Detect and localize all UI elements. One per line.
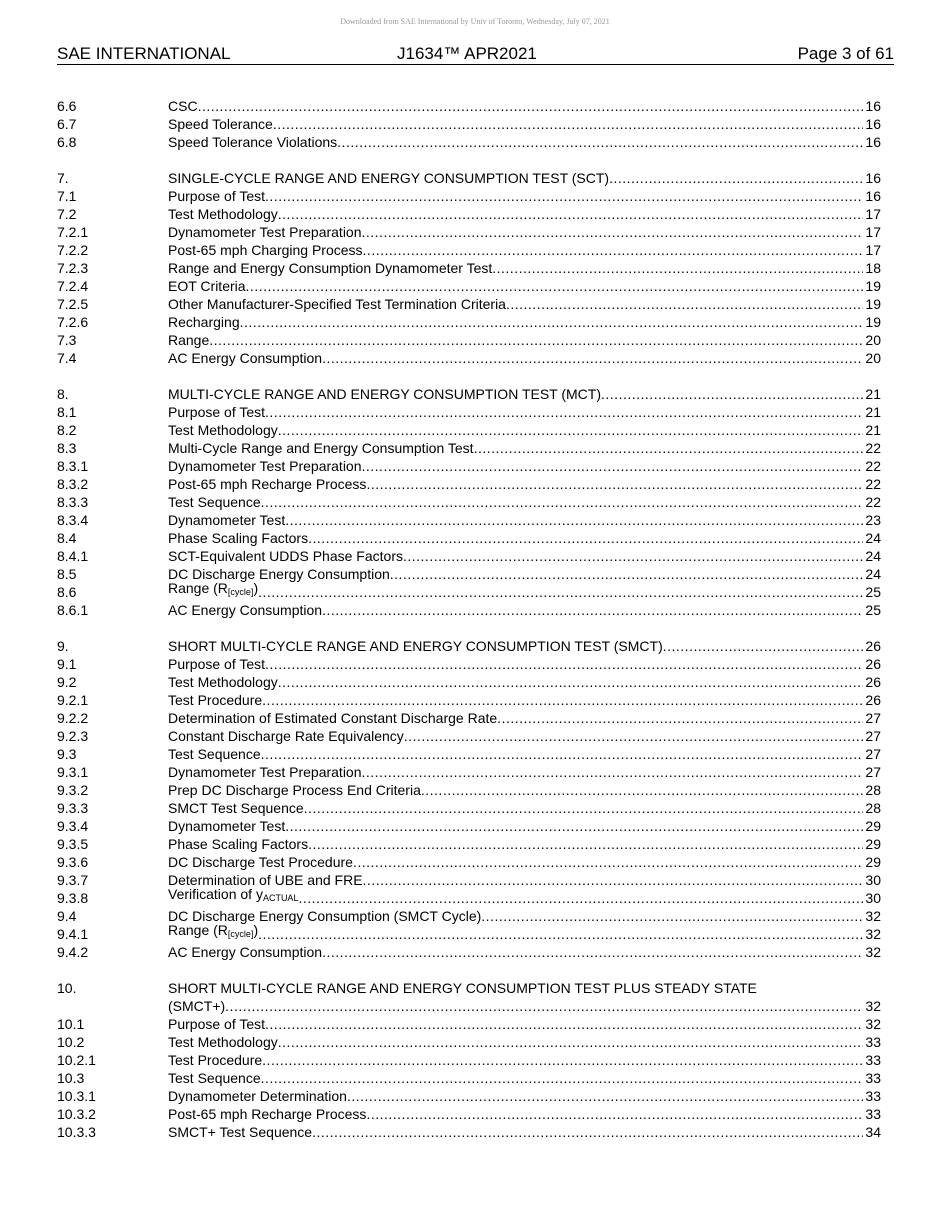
toc-entry-title: Test Procedure (168, 692, 263, 708)
toc-entry-number: 8. (57, 386, 69, 402)
toc-entry-number: 7. (57, 170, 69, 186)
toc-entry-number: 7.2.5 (57, 296, 89, 312)
toc-entry-title: Test Procedure (168, 1052, 263, 1068)
toc-entry-title: Verification of $y_{ACTUAL}$ (168, 886, 299, 903)
toc-entry-title: SMCT Test Sequence (168, 800, 304, 816)
toc-entry-title: Purpose of Test (168, 404, 266, 420)
toc-entry-page: 19 (865, 278, 881, 294)
dot-leader (403, 547, 863, 565)
toc-entry-number: 8.3.3 (57, 494, 89, 510)
toc-entry-title: AC Energy Consumption (168, 602, 323, 618)
toc-entry-title: Determination of UBE and FRE (168, 872, 363, 888)
toc-entry[interactable] (57, 886, 881, 907)
toc-entry-page: 16 (865, 188, 881, 204)
toc-entry-number: 10.3.3 (57, 1124, 96, 1140)
toc-entry[interactable] (57, 1015, 881, 1033)
toc-group-g5 (57, 979, 881, 1141)
toc-entry[interactable] (57, 853, 881, 871)
toc-entry-number: 8.5 (57, 566, 77, 582)
title-subscript: ACTUAL (262, 893, 299, 903)
toc-entry-title: SCT-Equivalent UDDS Phase Factors (168, 548, 403, 564)
toc-entry-number: 9.2 (57, 674, 77, 690)
toc-entry-page: 32 (865, 944, 881, 960)
dot-leader (285, 817, 863, 835)
toc-entry-page: 32 (865, 1016, 881, 1032)
toc-entry-page: 24 (865, 566, 881, 582)
dot-leader (246, 277, 863, 295)
toc-entry-page: 19 (865, 314, 881, 330)
dot-leader (225, 997, 863, 1015)
toc-entry-page: 26 (865, 656, 881, 672)
dot-leader (258, 925, 863, 943)
dot-leader (337, 133, 863, 151)
toc-entry-number: 9.3.3 (57, 800, 89, 816)
toc-entry-number: 8.4.1 (57, 548, 89, 564)
toc-entry[interactable] (57, 349, 881, 367)
toc-entry-page: 21 (865, 422, 881, 438)
toc-entry-number: 9.3.4 (57, 818, 89, 834)
toc-entry-page: 24 (865, 548, 881, 564)
dot-leader (601, 385, 863, 403)
toc-entry-number: 9.3.7 (57, 872, 89, 888)
toc-entry-number: 9.1 (57, 656, 77, 672)
page-header (57, 44, 894, 65)
dot-leader (497, 709, 863, 727)
toc-entry-number: 7.1 (57, 188, 77, 204)
toc-entry[interactable] (57, 922, 881, 943)
toc-entry[interactable] (57, 493, 881, 511)
dot-leader (362, 763, 864, 781)
dot-leader (322, 601, 863, 619)
toc-entry[interactable] (57, 691, 881, 709)
toc-entry-number: 7.2.6 (57, 314, 89, 330)
dot-leader (362, 457, 864, 475)
toc-entry-page: 29 (865, 818, 881, 834)
toc-entry-number: 8.3.1 (57, 458, 89, 474)
toc-entry-page: 16 (865, 116, 881, 132)
toc-entry[interactable] (57, 580, 881, 601)
toc-entry-page: 22 (865, 440, 881, 456)
dot-leader (347, 1087, 863, 1105)
toc-entry-number: 10.1 (57, 1016, 85, 1032)
dot-leader (308, 529, 863, 547)
toc-entry[interactable] (57, 1123, 881, 1141)
header-page-number: Page 3 of 61 (797, 44, 894, 63)
toc-entry-number: 9.4 (57, 908, 77, 924)
toc-entry-title: Test Methodology (168, 422, 278, 438)
toc-entry-page: 27 (865, 746, 881, 762)
toc-entry[interactable] (57, 97, 881, 115)
toc-entry-page: 33 (865, 1052, 881, 1068)
toc-entry-page: 33 (865, 1070, 881, 1086)
toc-entry-number: 7.2.3 (57, 260, 89, 276)
toc-entry-number: 8.1 (57, 404, 77, 420)
toc-entry[interactable] (57, 403, 881, 421)
toc-entry-page: 30 (865, 872, 881, 888)
toc-entry-title: SHORT MULTI-CYCLE RANGE AND ENERGY CONSUMPTION TEST (SMCT) (168, 638, 663, 654)
toc-entry-title: Range (168, 332, 210, 348)
toc-entry-title: Prep DC Discharge Process End Criteria (168, 782, 421, 798)
dot-leader (474, 439, 863, 457)
dot-leader (421, 781, 863, 799)
toc-entry-title: Post-65 mph Recharge Process (168, 1106, 367, 1122)
toc-entry[interactable] (57, 475, 881, 493)
toc-entry[interactable] (57, 817, 881, 835)
toc-entry[interactable] (57, 223, 881, 241)
toc-entry[interactable] (57, 115, 881, 133)
dot-leader (265, 187, 863, 205)
toc-entry[interactable] (57, 943, 881, 961)
toc-entry[interactable] (57, 169, 881, 187)
toc-entry-number: 8.3 (57, 440, 77, 456)
toc-entry[interactable] (57, 511, 881, 529)
toc-entry-title: CSC (168, 98, 198, 114)
toc-entry-number: 10.3.2 (57, 1106, 96, 1122)
toc-entry-number: 9.4.2 (57, 944, 89, 960)
toc-entry-number: 7.3 (57, 332, 77, 348)
toc-entry-number: 8.2 (57, 422, 77, 438)
toc-entry-number: 9.2.3 (57, 728, 89, 744)
toc-entry-page: 30 (865, 890, 881, 906)
toc-entry-title: Dynamometer Test (168, 512, 286, 528)
toc-entry-title: Test Sequence (168, 1070, 261, 1086)
toc-entry-title: Test Methodology (168, 674, 278, 690)
toc-entry-title: Purpose of Test (168, 1016, 266, 1032)
toc-entry[interactable] (57, 421, 881, 439)
toc-entry[interactable] (57, 313, 881, 331)
toc-entry-number: 9.3 (57, 746, 77, 762)
toc-entry-number: 7.4 (57, 350, 77, 366)
dot-leader (278, 205, 863, 223)
toc-entry-page: 17 (865, 242, 881, 258)
toc-entry-title: MULTI-CYCLE RANGE AND ENERGY CONSUMPTION TEST (MCT) (168, 386, 602, 402)
toc-entry-title: Post-65 mph Charging Process (168, 242, 363, 258)
toc-entry[interactable] (57, 763, 881, 781)
toc-entry-page: 28 (865, 782, 881, 798)
toc-entry-number: 10.2.1 (57, 1052, 96, 1068)
toc-entry[interactable] (57, 187, 881, 205)
toc-entry-number: 7.2.4 (57, 278, 89, 294)
toc-entry-page: 26 (865, 674, 881, 690)
toc-entry-title: Phase Scaling Factors (168, 836, 309, 852)
toc-entry-number: 10.3 (57, 1070, 85, 1086)
dot-leader (304, 799, 863, 817)
dot-leader (362, 223, 864, 241)
toc-entry-number: 6.8 (57, 134, 77, 150)
toc-entry[interactable] (57, 547, 881, 565)
toc-entry-number: 8.3.4 (57, 512, 89, 528)
dot-leader (273, 115, 863, 133)
dot-leader (285, 511, 863, 529)
toc-entry-number: 9.3.2 (57, 782, 89, 798)
toc-entry-title: Determination of Estimated Constant Discharge Rate (168, 710, 498, 726)
toc-entry-number: 10.3.1 (57, 1088, 96, 1104)
dot-leader (198, 97, 863, 115)
toc-group-g1 (57, 97, 881, 151)
toc-entry-number: 9. (57, 638, 69, 654)
toc-entry-page: 16 (865, 98, 881, 114)
toc-entry[interactable] (57, 727, 881, 745)
toc-entry-page: 29 (865, 854, 881, 870)
toc-entry-title: (SMCT+) (168, 998, 226, 1014)
toc-entry-page: 33 (865, 1088, 881, 1104)
toc-entry-page: 17 (865, 224, 881, 240)
toc-entry[interactable] (57, 709, 881, 727)
toc-entry-number: 9.2.2 (57, 710, 89, 726)
toc-entry-title: Recharging (168, 314, 240, 330)
toc-entry-page: 33 (865, 1106, 881, 1122)
dot-leader (492, 259, 863, 277)
dot-leader (261, 1069, 863, 1087)
toc-entry-title: SINGLE-CYCLE RANGE AND ENERGY CONSUMPTION TEST (SCT) (168, 170, 610, 186)
title-subscript: [cycle] (227, 587, 254, 597)
toc-entry[interactable] (57, 385, 881, 403)
toc-entry-page: 24 (865, 530, 881, 546)
toc-entry-number: 7.2.2 (57, 242, 89, 258)
toc-entry-page: 21 (865, 386, 881, 402)
toc-entry-continuation[interactable] (57, 997, 881, 1015)
toc-entry-title: Range $(R_{[cycle]})$ (168, 580, 259, 597)
toc-entry-number: 9.2.1 (57, 692, 89, 708)
toc-entry-page: 19 (865, 296, 881, 312)
toc-entry-title: Test Sequence (168, 494, 261, 510)
toc-entry-title: DC Discharge Energy Consumption (SMCT Cycle) (168, 908, 482, 924)
dot-leader (258, 583, 863, 601)
dot-leader (322, 943, 863, 961)
toc-entry-page: 33 (865, 1034, 881, 1050)
toc-entry[interactable] (57, 133, 881, 151)
toc-entry-title: Phase Scaling Factors (168, 530, 309, 546)
toc-entry-page: 23 (865, 512, 881, 528)
toc-entry[interactable] (57, 637, 881, 655)
toc-entry[interactable] (57, 529, 881, 547)
dot-leader (265, 655, 863, 673)
toc-entry[interactable] (57, 979, 881, 997)
toc-entry-page: 32 (865, 908, 881, 924)
dot-leader (261, 493, 863, 511)
toc-entry-page: 26 (865, 692, 881, 708)
toc-entry-number: 8.6 (57, 584, 77, 600)
dot-leader (308, 835, 863, 853)
dot-leader (262, 691, 863, 709)
toc-entry-page: 27 (865, 764, 881, 780)
toc-entry[interactable] (57, 241, 881, 259)
toc-entry-title: Dynamometer Determination (168, 1088, 347, 1104)
toc-entry-page: 25 (865, 584, 881, 600)
title-subscript: [cycle] (227, 929, 254, 939)
dot-leader (265, 403, 863, 421)
toc-entry-page: 29 (865, 836, 881, 852)
toc-entry-title: Purpose of Test (168, 656, 266, 672)
toc-entry-number: 10.2 (57, 1034, 85, 1050)
toc-entry-number: 9.3.8 (57, 890, 89, 906)
dot-leader (278, 673, 863, 691)
dot-leader (322, 349, 863, 367)
toc-entry-number: 6.6 (57, 98, 77, 114)
toc-entry[interactable] (57, 295, 881, 313)
toc-entry-number: 7.2.1 (57, 224, 89, 240)
toc-entry-number: 8.6.1 (57, 602, 89, 618)
toc-entry-page: 22 (865, 494, 881, 510)
toc-entry-page: 27 (865, 728, 881, 744)
toc-entry-title: Post-65 mph Recharge Process (168, 476, 367, 492)
toc-entry-title: EOT Criteria (168, 278, 246, 294)
dot-leader (261, 745, 863, 763)
toc-entry-number: 6.7 (57, 116, 77, 132)
toc-entry-title: Speed Tolerance (168, 116, 273, 132)
toc-entry-page: 16 (865, 134, 881, 150)
toc-entry-title: Range and Energy Consumption Dynamometer Test (168, 260, 493, 276)
toc-entry[interactable] (57, 1033, 881, 1051)
toc-entry[interactable] (57, 781, 881, 799)
toc-entry[interactable] (57, 745, 881, 763)
toc-entry[interactable] (57, 673, 881, 691)
toc-entry-page: 20 (865, 332, 881, 348)
toc-entry[interactable] (57, 457, 881, 475)
toc-entry-title: Test Methodology (168, 206, 278, 222)
toc-entry[interactable] (57, 655, 881, 673)
dot-leader (265, 1015, 863, 1033)
dot-leader (404, 727, 863, 745)
toc-entry-title: SHORT MULTI-CYCLE RANGE AND ENERGY CONSUMPTION TEST PLUS STEADY STATE (168, 980, 757, 996)
toc-entry-number: 10. (57, 980, 77, 996)
dot-leader (240, 313, 863, 331)
toc-entry-number: 8.4 (57, 530, 77, 546)
dot-leader (663, 637, 863, 655)
toc-entry-number: 9.3.5 (57, 836, 89, 852)
toc-entry-page: 21 (865, 404, 881, 420)
toc-entry-title: DC Discharge Energy Consumption (168, 566, 390, 582)
toc-entry-title: Range $(R_{[cycle]})$ (168, 922, 259, 939)
toc-entry-page: 17 (865, 206, 881, 222)
dot-leader (298, 889, 863, 907)
toc-entry[interactable] (57, 259, 881, 277)
toc-entry-title: Purpose of Test (168, 188, 266, 204)
table-of-contents (57, 97, 881, 1159)
toc-entry-page: 20 (865, 350, 881, 366)
toc-entry-page: 28 (865, 800, 881, 816)
toc-entry-title: Test Sequence (168, 746, 261, 762)
toc-entry-page: 34 (865, 1124, 881, 1140)
dot-leader (262, 1051, 863, 1069)
toc-entry[interactable] (57, 799, 881, 817)
toc-entry[interactable] (57, 1087, 881, 1105)
toc-entry-title: AC Energy Consumption (168, 350, 323, 366)
toc-entry-title: DC Discharge Test Procedure (168, 854, 353, 870)
toc-entry-page: 26 (865, 638, 881, 654)
toc-entry-page: 18 (865, 260, 881, 276)
toc-entry[interactable] (57, 1069, 881, 1087)
toc-entry[interactable] (57, 331, 881, 349)
toc-entry[interactable] (57, 277, 881, 295)
download-note: Downloaded from SAE International by Univ of Toronto, Wednesday, July 07, 2021 (340, 17, 610, 26)
toc-entry-title: Speed Tolerance Violations (168, 134, 338, 150)
toc-entry-title: Dynamometer Test Preparation (168, 224, 362, 240)
toc-entry-page: 22 (865, 458, 881, 474)
dot-leader (609, 169, 863, 187)
toc-entry-page: 25 (865, 602, 881, 618)
toc-entry[interactable] (57, 205, 881, 223)
toc-entry-title: AC Energy Consumption (168, 944, 323, 960)
toc-group-g2 (57, 169, 881, 367)
toc-entry-page: 27 (865, 710, 881, 726)
toc-entry-title: Test Methodology (168, 1034, 278, 1050)
toc-entry-page: 22 (865, 476, 881, 492)
dot-leader (312, 1123, 863, 1141)
dot-leader (506, 295, 863, 313)
toc-entry[interactable] (57, 439, 881, 457)
toc-entry-title: Dynamometer Test (168, 818, 286, 834)
toc-entry[interactable] (57, 1051, 881, 1069)
toc-entry[interactable] (57, 835, 881, 853)
toc-entry-page: 32 (865, 998, 881, 1014)
dot-leader (353, 853, 863, 871)
toc-entry-title: SMCT+ Test Sequence (168, 1124, 313, 1140)
dot-leader (363, 241, 863, 259)
toc-group-g3 (57, 385, 881, 619)
dot-leader (209, 331, 863, 349)
header-doc-id: J1634™ APR2021 (397, 44, 537, 63)
dot-leader (278, 421, 863, 439)
toc-entry-page: 16 (865, 170, 881, 186)
header-org: SAE INTERNATIONAL (57, 44, 231, 63)
toc-entry[interactable] (57, 1105, 881, 1123)
dot-leader (278, 1033, 863, 1051)
toc-entry-number: 8.3.2 (57, 476, 89, 492)
toc-entry-title: Dynamometer Test Preparation (168, 458, 362, 474)
toc-entry-title: Dynamometer Test Preparation (168, 764, 362, 780)
toc-entry-title: Constant Discharge Rate Equivalency (168, 728, 404, 744)
toc-entry-number: 7.2 (57, 206, 77, 222)
toc-group-g4 (57, 637, 881, 961)
dot-leader (366, 475, 863, 493)
toc-entry-number: 9.3.1 (57, 764, 89, 780)
toc-entry-page: 32 (865, 926, 881, 942)
toc-entry-number: 9.3.6 (57, 854, 89, 870)
toc-entry-title: Other Manufacturer-Specified Test Termination Criteria (168, 296, 506, 312)
toc-entry[interactable] (57, 601, 881, 619)
dot-leader (366, 1105, 863, 1123)
toc-entry-number: 9.4.1 (57, 926, 89, 942)
toc-entry-title: Multi-Cycle Range and Energy Consumption Test (168, 440, 474, 456)
